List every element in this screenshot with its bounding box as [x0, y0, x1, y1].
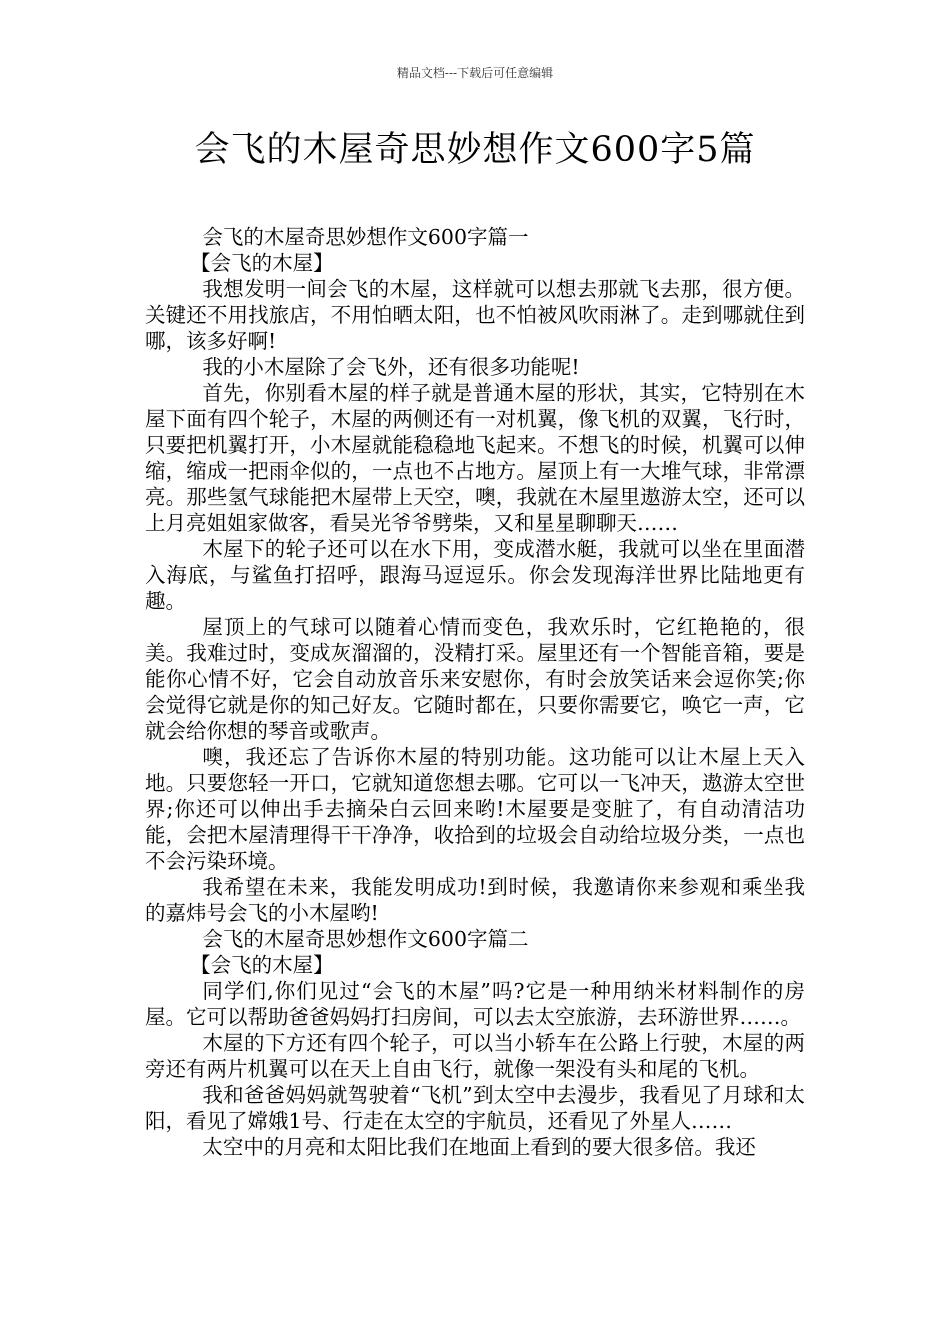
- paragraph: 我和爸爸妈妈就驾驶着“飞机”到太空中去漫步，我看见了月球和太阳，看见了嫦娥1号、行走在太空的宇航员，还看见了外星人……: [145, 1083, 805, 1133]
- subtitle-2: 【会飞的木屋】: [190, 953, 334, 977]
- header-note: 精品文档---下载后可任意编辑: [396, 66, 554, 80]
- paragraph: 我想发明一间会飞的木屋，这样就可以想去那就飞去那，很方便。关键还不用找旅店，不用怕晒太阳，也不怕被风吹雨淋了。走到哪就住到哪，该多好啊!: [145, 277, 805, 353]
- document-body: [145, 224, 805, 1160]
- section-heading-1: 会飞的木屋奇思妙想作文600字篇一: [202, 225, 529, 249]
- section-heading-2: 会飞的木屋奇思妙想作文600字篇二: [202, 927, 529, 951]
- paragraph: 木屋的下方还有四个轮子，可以当小轿车在公路上行驶，木屋的两旁还有两片机翼可以在天上自由飞行，就像一架没有头和尾的飞机。: [145, 1031, 805, 1081]
- paragraph: 太空中的月亮和太阳比我们在地面上看到的要大很多倍。我还: [202, 1135, 756, 1159]
- paragraph: 噢，我还忘了告诉你木屋的特别功能。这功能可以让木屋上天入地。只要您轻一开口，它就知道您想去哪。它可以一飞冲天，遨游太空世界;你还可以伸出手去摘朵白云回来哟!木屋要是变脏了，有自动清洁功能，会把木屋清理得干干净净，收拾到的垃圾会自动给垃圾分类，一点也不会污染环境。: [145, 745, 805, 873]
- document-title: 会飞的木屋奇思妙想作文600字5篇: [194, 130, 756, 170]
- paragraph: 屋顶上的气球可以随着心情而变色，我欢乐时，它红艳艳的，很美。我难过时，变成灰溜溜的，没精打采。屋里还有一个智能音箱，要是能你心情不好，它会自动放音乐来安慰你，有时会放笑话来会逗你笑;你会觉得它就是你的知己好友。它随时都在，只要你需要它，唤它一声，它就会给你想的琴音或歌声。: [145, 615, 805, 743]
- paragraph: 首先，你别看木屋的样子就是普通木屋的形状，其实，它特别在木屋下面有四个轮子，木屋的两侧还有一对机翼，像飞机的双翼，飞行时，只要把机翼打开，小木屋就能稳稳地飞起来。不想飞的时候，机翼可以伸缩，缩成一把雨伞似的，一点也不占地方。屋顶上有一大堆气球，非常漂亮。那些氢气球能把木屋带上天空，噢，我就在木屋里遨游太空，还可以上月亮姐姐家做客，看吴光爷爷劈柴，又和星星聊聊天……: [145, 381, 805, 535]
- subtitle-1: 【会飞的木屋】: [190, 251, 334, 275]
- paragraph: 木屋下的轮子还可以在水下用，变成潜水艇，我就可以坐在里面潜入海底，与鲨鱼打招呼，跟海马逗逗乐。你会发现海洋世界比陆地更有趣。: [145, 537, 805, 613]
- paragraph: 我的小木屋除了会飞外，还有很多功能呢!: [202, 355, 580, 379]
- paragraph: 我希望在未来，我能发明成功!到时候，我邀请你来参观和乘坐我的嘉炜号会飞的小木屋哟!: [145, 875, 805, 925]
- paragraph: 同学们,你们见过“会飞的木屋”吗?它是一种用纳米材料制作的房屋。它可以帮助爸爸妈妈打扫房间，可以去太空旅游，去环游世界……。: [145, 979, 805, 1029]
